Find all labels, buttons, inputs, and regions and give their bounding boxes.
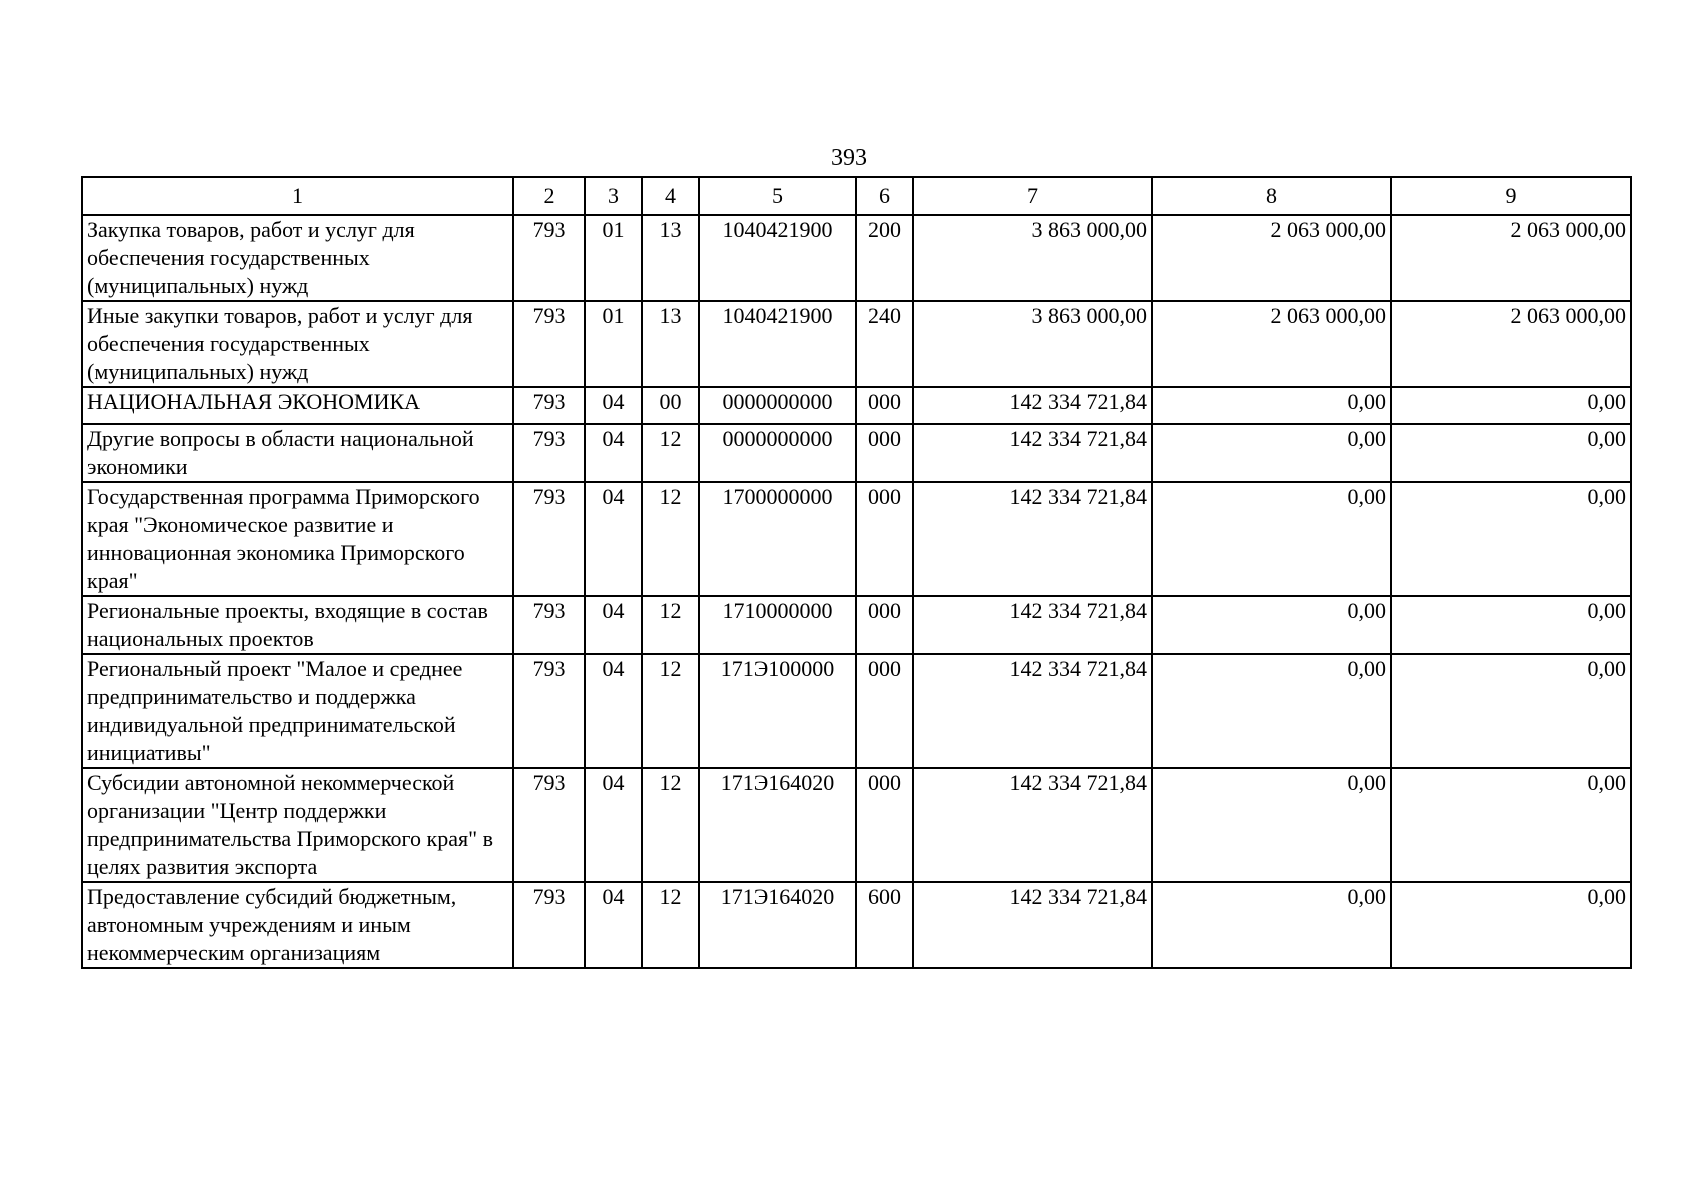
column-header: 1 — [82, 177, 513, 215]
subsection-code: 13 — [642, 301, 699, 387]
amount-col-7: 142 334 721,84 — [913, 482, 1152, 596]
expense-type-code: 000 — [856, 654, 913, 768]
header-row — [82, 177, 1631, 215]
subsection-code: 12 — [642, 424, 699, 482]
table-row — [82, 482, 1631, 596]
row-description: НАЦИОНАЛЬНАЯ ЭКОНОМИКА — [82, 387, 513, 424]
column-header: 8 — [1152, 177, 1391, 215]
table-row — [82, 882, 1631, 968]
row-description: Субсидии автономной некоммерческой организации "Центр поддержки предпринимательства Приморского края" в целях развития экспорта — [82, 768, 513, 882]
page-number: 393 — [831, 145, 867, 171]
target-article-code: 1040421900 — [699, 215, 856, 301]
section-code: 04 — [585, 387, 642, 424]
expense-type-code: 000 — [856, 482, 913, 596]
amount-col-8: 0,00 — [1152, 482, 1391, 596]
expense-type-code: 200 — [856, 215, 913, 301]
subsection-code: 13 — [642, 215, 699, 301]
chapter-code: 793 — [513, 654, 585, 768]
amount-col-8: 0,00 — [1152, 768, 1391, 882]
amount-col-9: 0,00 — [1391, 596, 1631, 654]
amount-col-7: 142 334 721,84 — [913, 424, 1152, 482]
column-header: 2 — [513, 177, 585, 215]
chapter-code: 793 — [513, 596, 585, 654]
section-code: 04 — [585, 596, 642, 654]
section-code: 04 — [585, 882, 642, 968]
amount-col-9: 0,00 — [1391, 482, 1631, 596]
subsection-code: 00 — [642, 387, 699, 424]
table-row — [82, 301, 1631, 387]
amount-col-7: 3 863 000,00 — [913, 215, 1152, 301]
row-description: Региональные проекты, входящие в состав национальных проектов — [82, 596, 513, 654]
column-header: 7 — [913, 177, 1152, 215]
amount-col-9: 0,00 — [1391, 654, 1631, 768]
amount-col-8: 0,00 — [1152, 654, 1391, 768]
chapter-code: 793 — [513, 424, 585, 482]
table-row — [82, 387, 1631, 424]
chapter-code: 793 — [513, 301, 585, 387]
expense-type-code: 000 — [856, 387, 913, 424]
row-description: Государственная программа Приморского края "Экономическое развитие и инновационная экономика Приморского края" — [82, 482, 513, 596]
table-body — [82, 215, 1631, 968]
amount-col-9: 0,00 — [1391, 387, 1631, 424]
amount-col-9: 0,00 — [1391, 424, 1631, 482]
section-code: 04 — [585, 424, 642, 482]
column-header: 3 — [585, 177, 642, 215]
target-article-code: 171Э164020 — [699, 882, 856, 968]
expense-type-code: 240 — [856, 301, 913, 387]
amount-col-8: 2 063 000,00 — [1152, 301, 1391, 387]
amount-col-9: 0,00 — [1391, 768, 1631, 882]
target-article-code: 171Э100000 — [699, 654, 856, 768]
amount-col-7: 142 334 721,84 — [913, 768, 1152, 882]
row-description: Иные закупки товаров, работ и услуг для обеспечения государственных (муниципальных) нужд — [82, 301, 513, 387]
amount-col-7: 142 334 721,84 — [913, 596, 1152, 654]
table-row — [82, 596, 1631, 654]
section-code: 01 — [585, 215, 642, 301]
section-code: 04 — [585, 768, 642, 882]
table-row — [82, 654, 1631, 768]
chapter-code: 793 — [513, 768, 585, 882]
section-code: 04 — [585, 482, 642, 596]
chapter-code: 793 — [513, 882, 585, 968]
amount-col-7: 142 334 721,84 — [913, 882, 1152, 968]
expense-type-code: 000 — [856, 596, 913, 654]
section-code: 04 — [585, 654, 642, 768]
amount-col-8: 0,00 — [1152, 596, 1391, 654]
row-description: Предоставление субсидий бюджетным, автономным учреждениям и иным некоммерческим организациям — [82, 882, 513, 968]
row-description: Другие вопросы в области национальной экономики — [82, 424, 513, 482]
amount-col-7: 142 334 721,84 — [913, 387, 1152, 424]
expense-type-code: 000 — [856, 768, 913, 882]
amount-col-7: 3 863 000,00 — [913, 301, 1152, 387]
subsection-code: 12 — [642, 768, 699, 882]
column-header: 5 — [699, 177, 856, 215]
subsection-code: 12 — [642, 482, 699, 596]
amount-col-7: 142 334 721,84 — [913, 654, 1152, 768]
row-description: Закупка товаров, работ и услуг для обеспечения государственных (муниципальных) нужд — [82, 215, 513, 301]
amount-col-9: 2 063 000,00 — [1391, 215, 1631, 301]
chapter-code: 793 — [513, 482, 585, 596]
subsection-code: 12 — [642, 882, 699, 968]
column-header: 4 — [642, 177, 699, 215]
subsection-code: 12 — [642, 596, 699, 654]
column-header: 9 — [1391, 177, 1631, 215]
table-row — [82, 424, 1631, 482]
amount-col-8: 0,00 — [1152, 387, 1391, 424]
table-row — [82, 768, 1631, 882]
expense-type-code: 600 — [856, 882, 913, 968]
section-code: 01 — [585, 301, 642, 387]
budget-table — [81, 176, 1632, 969]
amount-col-8: 0,00 — [1152, 424, 1391, 482]
row-description: Региональный проект "Малое и среднее предпринимательство и поддержка индивидуальной предпринимательской инициативы" — [82, 654, 513, 768]
target-article-code: 1710000000 — [699, 596, 856, 654]
column-header: 6 — [856, 177, 913, 215]
chapter-code: 793 — [513, 387, 585, 424]
target-article-code: 1040421900 — [699, 301, 856, 387]
target-article-code: 171Э164020 — [699, 768, 856, 882]
subsection-code: 12 — [642, 654, 699, 768]
table-row — [82, 215, 1631, 301]
target-article-code: 1700000000 — [699, 482, 856, 596]
amount-col-8: 2 063 000,00 — [1152, 215, 1391, 301]
target-article-code: 0000000000 — [699, 424, 856, 482]
amount-col-9: 2 063 000,00 — [1391, 301, 1631, 387]
amount-col-8: 0,00 — [1152, 882, 1391, 968]
chapter-code: 793 — [513, 215, 585, 301]
target-article-code: 0000000000 — [699, 387, 856, 424]
expense-type-code: 000 — [856, 424, 913, 482]
amount-col-9: 0,00 — [1391, 882, 1631, 968]
